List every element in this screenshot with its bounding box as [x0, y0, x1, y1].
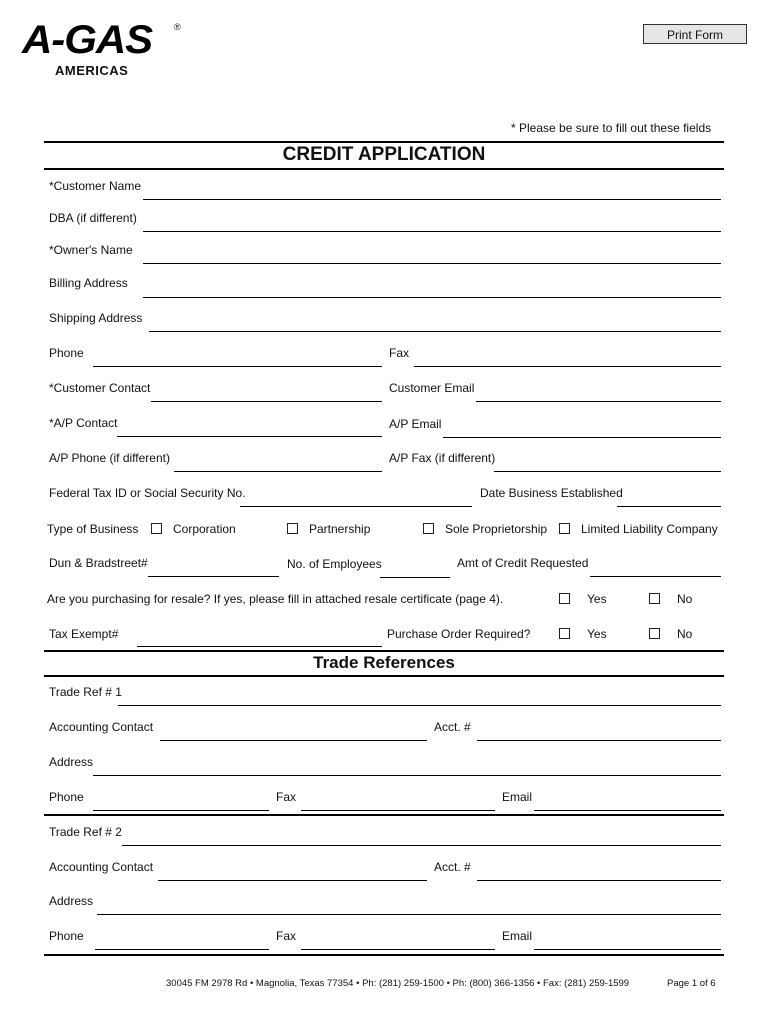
ap-contact-label: *A/P Contact [49, 416, 118, 430]
trade-ref-1-field[interactable] [118, 705, 721, 706]
llc-label: Limited Liability Company [581, 522, 718, 536]
tax-exempt-label: Tax Exempt# [49, 627, 119, 641]
ref1-fax-field[interactable] [301, 810, 495, 811]
sole-proprietorship-label: Sole Proprietorship [445, 522, 548, 536]
owners-name-field[interactable] [143, 263, 721, 264]
trade-ref-2-label: Trade Ref # 2 [49, 825, 122, 839]
dun-bradstreet-label: Dun & Bradstreet# [49, 556, 148, 570]
fax-field[interactable] [414, 366, 721, 367]
billing-address-field[interactable] [143, 297, 721, 298]
phone-label: Phone [49, 346, 84, 360]
llc-checkbox[interactable] [559, 523, 570, 534]
ref1-fax-label: Fax [276, 790, 297, 804]
customer-email-field[interactable] [476, 401, 721, 402]
corporation-checkbox[interactable] [151, 523, 162, 534]
ref2-acct-label: Acct. # [434, 860, 471, 874]
ap-fax-label: A/P Fax (if different) [389, 451, 496, 465]
po-yes-checkbox[interactable] [559, 628, 570, 639]
ref1-email-label: Email [502, 790, 533, 804]
trade-divider-rule [44, 814, 724, 816]
ap-contact-field[interactable] [117, 436, 382, 437]
ref2-email-label: Email [502, 929, 533, 943]
ref1-accounting-contact-field[interactable] [160, 740, 427, 741]
federal-tax-id-label: Federal Tax ID or Social Security No. [49, 486, 246, 500]
ref2-address-label: Address [49, 894, 94, 908]
po-yes-label: Yes [587, 627, 607, 641]
ref2-phone-field[interactable] [95, 949, 269, 950]
customer-email-label: Customer Email [389, 381, 475, 395]
resale-question: Are you purchasing for resale? If yes, please fill in attached resale certificate (page 4). [47, 592, 504, 606]
ref2-accounting-contact-field[interactable] [158, 880, 427, 881]
resale-no-label: No [677, 592, 693, 606]
owners-name-label: *Owner's Name [49, 243, 133, 257]
ref1-address-label: Address [49, 755, 94, 769]
resale-yes-checkbox[interactable] [559, 593, 570, 604]
customer-contact-field[interactable] [151, 401, 382, 402]
sole-proprietorship-checkbox[interactable] [423, 523, 434, 534]
billing-address-label: Billing Address [49, 276, 128, 290]
ref2-fax-field[interactable] [301, 949, 495, 950]
ap-fax-field[interactable] [494, 471, 721, 472]
phone-field[interactable] [93, 366, 382, 367]
resale-no-checkbox[interactable] [649, 593, 660, 604]
trade-top-rule [44, 650, 724, 652]
registered-mark: ® [174, 22, 181, 32]
ref1-phone-field[interactable] [93, 810, 269, 811]
ref1-accounting-contact-label: Accounting Contact [49, 720, 154, 734]
resale-yes-label: Yes [587, 592, 607, 606]
ref2-address-field[interactable] [97, 914, 721, 915]
page-title: CREDIT APPLICATION [282, 144, 486, 165]
ref1-acct-field[interactable] [477, 740, 721, 741]
ref2-phone-label: Phone [49, 929, 84, 943]
title-top-rule [44, 141, 724, 143]
bottom-rule [44, 954, 724, 956]
trade-ref-2-field[interactable] [122, 845, 721, 846]
print-form-button[interactable]: Print Form [643, 24, 747, 44]
ap-email-field[interactable] [443, 437, 721, 438]
required-fields-note: * Please be sure to fill out these fields [511, 121, 712, 135]
type-of-business-label: Type of Business [47, 522, 139, 536]
corporation-label: Corporation [173, 522, 236, 536]
ref2-email-field[interactable] [534, 949, 721, 950]
page-number: Page 1 of 6 [667, 978, 716, 989]
num-employees-label: No. of Employees [287, 557, 382, 571]
po-required-label: Purchase Order Required? [387, 627, 531, 641]
partnership-checkbox[interactable] [287, 523, 298, 534]
ap-phone-label: A/P Phone (if different) [49, 451, 170, 465]
ref1-acct-label: Acct. # [434, 720, 471, 734]
date-established-field[interactable] [617, 506, 721, 507]
ap-email-label: A/P Email [389, 417, 442, 431]
tax-exempt-field[interactable] [137, 646, 382, 647]
fax-label: Fax [389, 346, 410, 360]
ref2-fax-label: Fax [276, 929, 297, 943]
trade-ref-1-label: Trade Ref # 1 [49, 685, 122, 699]
ref1-address-field[interactable] [93, 775, 721, 776]
trade-bottom-rule [44, 675, 724, 677]
company-logo: A-GAS [22, 18, 153, 62]
partnership-label: Partnership [309, 522, 371, 536]
customer-name-label: *Customer Name [49, 179, 142, 193]
dba-field[interactable] [143, 231, 721, 232]
customer-name-field[interactable] [143, 199, 721, 200]
company-logo-subtitle: AMERICAS [55, 63, 129, 78]
amt-credit-label: Amt of Credit Requested [457, 556, 589, 570]
ref2-accounting-contact-label: Accounting Contact [49, 860, 154, 874]
shipping-address-label: Shipping Address [49, 311, 143, 325]
dun-bradstreet-field[interactable] [148, 576, 279, 577]
num-employees-field[interactable] [380, 577, 450, 578]
customer-contact-label: *Customer Contact [49, 381, 151, 395]
amt-credit-field[interactable] [590, 576, 721, 577]
dba-label: DBA (if different) [49, 211, 137, 225]
ref2-acct-field[interactable] [477, 880, 721, 881]
ref1-email-field[interactable] [534, 810, 721, 811]
ref1-phone-label: Phone [49, 790, 84, 804]
po-no-label: No [677, 627, 693, 641]
federal-tax-id-field[interactable] [240, 506, 472, 507]
title-bottom-rule [44, 168, 724, 170]
date-established-label: Date Business Established [480, 486, 623, 500]
ap-phone-field[interactable] [174, 471, 382, 472]
footer-address: 30045 FM 2978 Rd • Magnolia, Texas 77354 • Ph: (281) 259-1500 • Ph: (800) 366-1356 • Fax: (281) 259-1599 [166, 978, 630, 989]
po-no-checkbox[interactable] [649, 628, 660, 639]
trade-references-title: Trade References [313, 653, 455, 672]
shipping-address-field[interactable] [149, 331, 721, 332]
